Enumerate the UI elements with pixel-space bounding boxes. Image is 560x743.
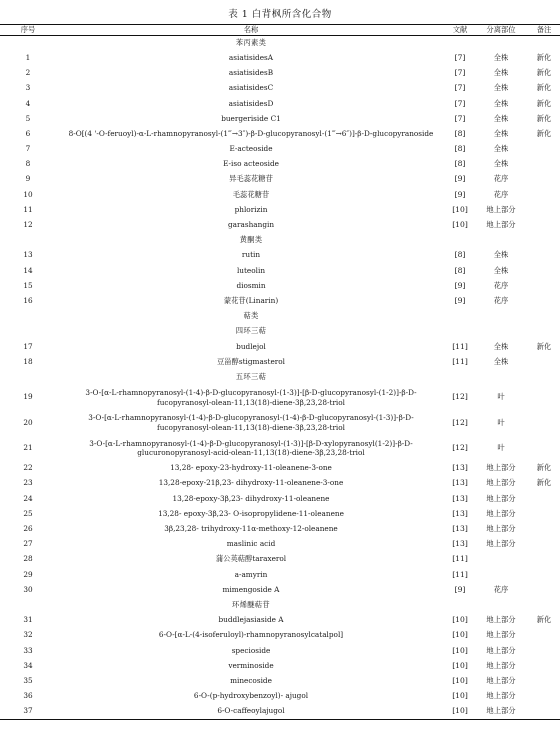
cell-index: 3: [25, 83, 31, 93]
section-label: 黄酮类: [239, 235, 263, 245]
cell-note: [528, 410, 560, 435]
cell-part: 全株: [493, 98, 509, 108]
cell-name: 6-O-caffeoylajugol: [56, 704, 446, 719]
cell-name: verminoside: [228, 660, 274, 670]
cell-part: 地上部分: [486, 691, 516, 701]
cell-name: phlorizin: [234, 204, 268, 214]
cell-part: 地上部分: [486, 524, 516, 534]
cell-reference: [13]: [452, 493, 468, 503]
cell-index: 16: [23, 295, 33, 305]
cell-part: 地上部分: [486, 220, 516, 230]
cell-reference: [7]: [454, 68, 466, 78]
cell-note: [528, 643, 560, 658]
cell-note: [528, 674, 560, 689]
cell-index: 29: [23, 569, 33, 579]
cell-note: [528, 294, 560, 309]
cell-index: 27: [23, 539, 33, 549]
table-row: [0, 203, 560, 218]
cell-reference: [446, 370, 474, 385]
cell-note: [528, 491, 560, 506]
cell-note: 新化: [536, 128, 552, 138]
cell-name: 豆甾醇stigmasterol: [216, 356, 286, 366]
cell-part: 花序: [493, 174, 509, 184]
cell-index: 8: [25, 159, 31, 169]
cell-note: [528, 142, 560, 157]
cell-name: a-amyrin: [234, 569, 268, 579]
cell-name: E-acteoside: [229, 144, 273, 154]
cell-part: 全株: [493, 68, 509, 78]
table-row: [0, 385, 560, 410]
cell-reference: [10]: [452, 220, 468, 230]
cell-index: 19: [23, 392, 33, 402]
cell-index: 36: [23, 691, 33, 701]
cell-reference: [13]: [452, 524, 468, 534]
cell-part: 地上部分: [486, 493, 516, 503]
table-row: [0, 613, 560, 628]
cell-name: asiatisidesB: [228, 68, 274, 78]
cell-index: 10: [23, 189, 33, 199]
compound-table: [0, 24, 560, 720]
cell-name: minecoside: [230, 675, 272, 685]
header-reference: 文献: [446, 25, 474, 36]
cell-part: 花序: [493, 295, 509, 305]
cell-name: 6-O-[α-L-(4-isoferuloyl)-rhamnopyranosylcatalpol]: [158, 630, 344, 640]
cell-reference: [9]: [454, 280, 466, 290]
cell-index: 33: [23, 645, 33, 655]
cell-part: [474, 370, 528, 385]
section-label: 四环三萜: [235, 326, 267, 336]
section-label: 苯丙素类: [235, 38, 267, 48]
cell-reference: [7]: [454, 52, 466, 62]
cell-reference: [8]: [454, 265, 466, 275]
cell-name: asiatisidesD: [228, 98, 274, 108]
table-row: [0, 461, 560, 476]
cell-index: 15: [23, 280, 33, 290]
cell-note: [528, 658, 560, 673]
cell-part: 叶: [497, 417, 505, 427]
cell-index: 20: [23, 417, 33, 427]
cell-reference: [9]: [454, 584, 466, 594]
cell-note: [528, 309, 560, 324]
section-row: [0, 598, 560, 613]
cell-reference: [10]: [452, 691, 468, 701]
cell-part: 全株: [493, 356, 509, 366]
cell-index: [0, 370, 56, 385]
table-row: [0, 522, 560, 537]
table-row: [0, 263, 560, 278]
cell-part: 地上部分: [474, 704, 528, 719]
cell-index: 32: [23, 630, 33, 640]
cell-index: [0, 36, 56, 51]
cell-part: [474, 598, 528, 613]
cell-part: 地上部分: [486, 508, 516, 518]
cell-index: 1: [25, 52, 31, 62]
cell-index: 7: [25, 144, 31, 154]
cell-note: 新化: [536, 113, 552, 123]
cell-index: 14: [23, 265, 33, 275]
cell-index: [0, 233, 56, 248]
cell-name: 6-O-(p-hydroxybenzoyl)- ajugol: [193, 691, 309, 701]
cell-note: [528, 689, 560, 704]
cell-reference: [11]: [452, 341, 468, 351]
table-row: [0, 567, 560, 582]
cell-reference: [10]: [452, 675, 468, 685]
cell-note: [528, 567, 560, 582]
cell-name: 蒙花苷(Linarin): [223, 295, 279, 305]
table-row: [0, 537, 560, 552]
table-row: [0, 507, 560, 522]
cell-name: specioside: [231, 645, 271, 655]
cell-part: [474, 233, 528, 248]
cell-note: [528, 537, 560, 552]
cell-reference: [11]: [452, 554, 468, 564]
table-row: [0, 142, 560, 157]
cell-note: 新化: [536, 83, 552, 93]
cell-index: 37: [0, 704, 56, 719]
cell-part: 全株: [493, 144, 509, 154]
table-row: [0, 689, 560, 704]
cell-index: [0, 598, 56, 613]
cell-name: 3β,23,28- trihydroxy-11α-methoxy-12-oleanene: [164, 524, 338, 534]
cell-reference: [446, 233, 474, 248]
cell-note: 新化: [536, 98, 552, 108]
cell-part: 全株: [493, 52, 509, 62]
cell-part: 花序: [493, 584, 509, 594]
table-row: [0, 66, 560, 81]
cell-note: [528, 436, 560, 461]
table-row: [0, 96, 560, 111]
cell-note: [528, 552, 560, 567]
cell-note: [528, 157, 560, 172]
cell-index: 26: [23, 524, 33, 534]
cell-index: [0, 309, 56, 324]
cell-name: mimengoside A: [222, 584, 280, 594]
table-row: [0, 51, 560, 66]
section-row: [0, 324, 560, 339]
cell-name: 3-O-[α-L-rhamnopyranosyl-(1-4)-β-D-glucopyranosyl-(1-4)-β-D-glucopyranosyl-(1-3)]-β-D-fucopyranosyl-olean-11,13(18)-diene-3β,23,28-triol: [88, 413, 414, 432]
table-row: [0, 157, 560, 172]
cell-name: 8-O[(4 '-O-feruoyl)-α-L-rhamnopyranosyl-(1‴→3″)-β-D-glucopyranosyl-(1‴→6″)]-β-D-glucopyranoside: [68, 128, 434, 138]
cell-reference: [12]: [452, 442, 468, 452]
cell-reference: [10]: [452, 204, 468, 214]
table-row: [0, 436, 560, 461]
cell-part: 叶: [497, 442, 505, 452]
table-row: [0, 704, 560, 719]
cell-name: 13,28- epoxy-3β,23- O-isopropylidene-11-oleanene: [158, 508, 344, 518]
table-row: [0, 354, 560, 369]
cell-name: 3-O-[α-L-rhamnopyranosyl-(1-4)-β-D-glucopyranosyl-(1-3)]-[β-D-xylopyranosyl(1-2)]-β-D-glucuronopyranosyl-acid-olean-11,13(18)-diene-3β,23,28-triol: [89, 438, 413, 458]
cell-reference: [9]: [454, 295, 466, 305]
cell-note: [528, 507, 560, 522]
cell-reference: [8]: [454, 250, 466, 260]
cell-reference: [10]: [446, 704, 474, 719]
table-row: [0, 476, 560, 491]
cell-part: 地上部分: [486, 630, 516, 640]
cell-name: E-iso acteoside: [223, 159, 279, 169]
section-row: [0, 36, 560, 51]
cell-part: 全株: [493, 159, 509, 169]
cell-index: [0, 324, 56, 339]
cell-note: [528, 36, 560, 51]
cell-reference: [13]: [452, 478, 468, 488]
header-row: [0, 25, 560, 36]
table-row: [0, 552, 560, 567]
section-row: [0, 309, 560, 324]
section-row: [0, 233, 560, 248]
cell-reference: [10]: [452, 615, 468, 625]
cell-name: rutin: [241, 250, 261, 260]
cell-index: 28: [23, 554, 33, 564]
cell-index: 12: [23, 220, 33, 230]
cell-note: 新化: [536, 478, 552, 488]
cell-part: 地上部分: [486, 645, 516, 655]
section-label: 环烯醚萜苷: [232, 599, 270, 609]
cell-part: 全株: [493, 83, 509, 93]
cell-name: buddlejasiaside A: [218, 615, 284, 625]
cell-note: 新化: [536, 52, 552, 62]
cell-note: [528, 324, 560, 339]
cell-reference: [8]: [454, 128, 466, 138]
table-row: [0, 582, 560, 597]
cell-name: 13,28-epoxy-3β,23- dihydroxy-11-oleanene: [172, 493, 330, 503]
header-note: 备注: [528, 25, 560, 36]
header-name: 名称: [56, 25, 446, 36]
cell-index: 18: [23, 356, 33, 366]
section-row: [0, 370, 560, 385]
cell-index: 24: [23, 493, 33, 503]
cell-part: 全株: [493, 128, 509, 138]
cell-reference: [446, 36, 474, 51]
cell-index: 35: [23, 675, 33, 685]
cell-part: 地上部分: [486, 615, 516, 625]
table-row: [0, 643, 560, 658]
cell-reference: [10]: [452, 630, 468, 640]
cell-note: [528, 187, 560, 202]
cell-index: 11: [23, 204, 33, 214]
cell-part: 花序: [493, 189, 509, 199]
cell-name: 13,28- epoxy-23-hydroxy-11-oleanene-3-one: [170, 463, 332, 473]
cell-note: [528, 598, 560, 613]
cell-name: luteolin: [236, 265, 266, 275]
table-row: [0, 218, 560, 233]
table-row: [0, 410, 560, 435]
cell-note: [528, 354, 560, 369]
cell-name: 蒲公英萜醇taraxerol: [215, 554, 287, 564]
cell-note: [528, 203, 560, 218]
cell-reference: [446, 324, 474, 339]
cell-reference: [446, 309, 474, 324]
cell-note: [528, 704, 560, 719]
cell-name: garashangin: [227, 220, 275, 230]
cell-index: 25: [23, 508, 33, 518]
section-label: 萜类: [243, 311, 259, 321]
cell-index: 34: [23, 660, 33, 670]
cell-reference: [13]: [452, 508, 468, 518]
section-label: 五环三萜: [235, 371, 267, 381]
cell-note: [528, 385, 560, 410]
table-row: [0, 248, 560, 263]
cell-part: 地上部分: [486, 660, 516, 670]
table-row: [0, 674, 560, 689]
cell-index: 21: [23, 442, 33, 452]
table-row: [0, 187, 560, 202]
cell-note: 新化: [536, 341, 552, 351]
cell-name: buergeriside C1: [221, 113, 281, 123]
cell-reference: [7]: [454, 98, 466, 108]
cell-reference: [10]: [452, 645, 468, 655]
cell-part: 全株: [493, 113, 509, 123]
table-row: [0, 628, 560, 643]
cell-note: [528, 248, 560, 263]
cell-reference: [11]: [452, 569, 468, 579]
cell-note: [528, 172, 560, 187]
header-index: 序号: [0, 25, 56, 36]
cell-note: [528, 233, 560, 248]
table-row: [0, 172, 560, 187]
cell-reference: [10]: [452, 660, 468, 670]
cell-index: 6: [25, 128, 31, 138]
cell-name: asiatisidesA: [228, 52, 274, 62]
cell-index: 4: [25, 98, 31, 108]
cell-name: budlejol: [236, 341, 266, 351]
cell-reference: [13]: [452, 539, 468, 549]
cell-reference: [9]: [454, 174, 466, 184]
cell-part: 地上部分: [486, 204, 516, 214]
cell-index: 13: [23, 250, 33, 260]
cell-note: [528, 218, 560, 233]
cell-name: 13,28-epoxy-21β,23- dihydroxy-11-oleanene-3-one: [158, 478, 344, 488]
cell-part: [474, 324, 528, 339]
cell-part: 花序: [493, 280, 509, 290]
header-part: 分离部位: [474, 25, 528, 36]
cell-note: [528, 370, 560, 385]
cell-part: 地上部分: [486, 675, 516, 685]
cell-part: [474, 552, 528, 567]
cell-index: 5: [25, 113, 31, 123]
cell-note: [528, 582, 560, 597]
cell-index: 9: [25, 174, 31, 184]
table-body: [0, 36, 560, 720]
cell-index: 22: [23, 463, 33, 473]
cell-part: 全株: [493, 265, 509, 275]
cell-name: 3-O-[α-L-rhamnopyranosyl-(1-4)-β-D-glucopyranosyl-(1-3)]-[β-D-glucopyranosyl-(1-2)]-β-D-fucopyranosyl-olean-11,13(18)-diene-3β,23,28-triol: [85, 388, 417, 407]
cell-reference: [7]: [454, 113, 466, 123]
cell-part: [474, 309, 528, 324]
cell-index: 30: [23, 584, 33, 594]
table-row: [0, 491, 560, 506]
cell-part: [474, 567, 528, 582]
cell-note: [528, 522, 560, 537]
table-row: [0, 294, 560, 309]
cell-index: 17: [23, 341, 33, 351]
cell-note: 新化: [536, 615, 552, 625]
cell-reference: [8]: [454, 159, 466, 169]
cell-reference: [446, 598, 474, 613]
cell-name: asiatisidesC: [228, 83, 274, 93]
cell-name: 毛蕊花糖苷: [232, 189, 270, 199]
cell-part: 叶: [497, 392, 505, 402]
cell-index: 2: [25, 68, 31, 78]
cell-note: 新化: [536, 68, 552, 78]
cell-note: [528, 628, 560, 643]
cell-part: 地上部分: [486, 478, 516, 488]
table-title: 表 1 白背枫所含化合物: [228, 9, 332, 20]
cell-note: 新化: [536, 463, 552, 473]
cell-name: 异毛蕊花糖苷: [229, 174, 273, 184]
cell-note: [528, 279, 560, 294]
cell-reference: [12]: [452, 392, 468, 402]
cell-part: 全株: [493, 250, 509, 260]
cell-part: 全株: [493, 341, 509, 351]
cell-name: maslinic acid: [226, 539, 276, 549]
cell-note: [528, 263, 560, 278]
cell-reference: [12]: [452, 417, 468, 427]
cell-index: 31: [23, 615, 33, 625]
table-row: [0, 339, 560, 354]
cell-reference: [8]: [454, 144, 466, 154]
cell-reference: [7]: [454, 83, 466, 93]
cell-part: [474, 36, 528, 51]
cell-index: 23: [23, 478, 33, 488]
table-row: [0, 127, 560, 142]
cell-part: 地上部分: [486, 539, 516, 549]
cell-reference: [11]: [452, 356, 468, 366]
cell-part: 地上部分: [486, 463, 516, 473]
cell-name: diosmin: [236, 280, 266, 290]
table-row: [0, 81, 560, 96]
table-row: [0, 111, 560, 126]
table-row: [0, 658, 560, 673]
cell-reference: [9]: [454, 189, 466, 199]
table-row: [0, 279, 560, 294]
cell-reference: [13]: [452, 463, 468, 473]
